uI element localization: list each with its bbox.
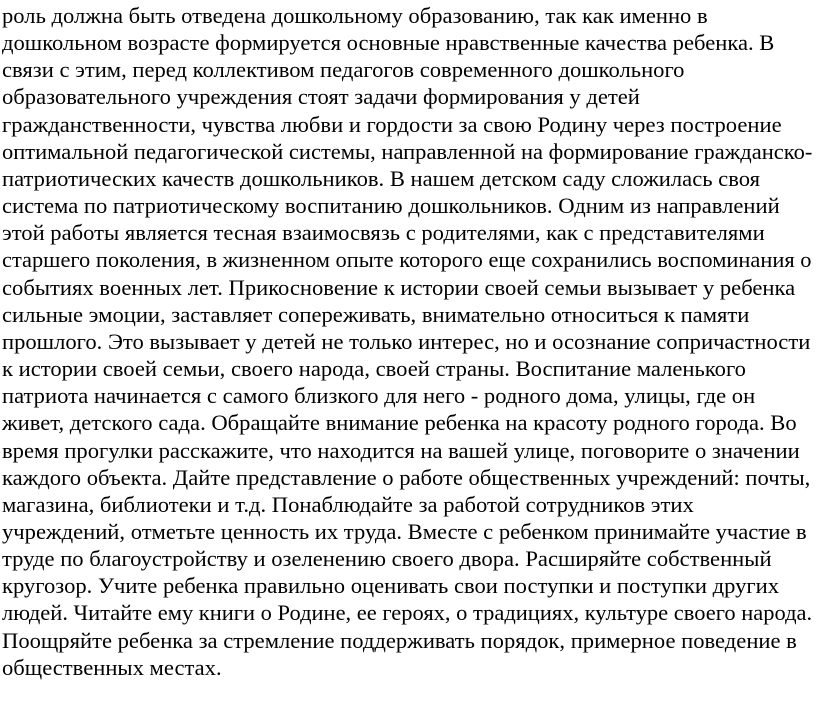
text-line: образовательного учреждения стоят задачи формирования у детей [2, 84, 640, 110]
text-line: учреждений, отметьте ценность их труда. Вместе с ребенком принимайте участие в [2, 518, 807, 544]
text-line: магазина, библиотеки и т.д. Понаблюдайте за работой сотрудников этих [2, 491, 694, 517]
text-line: оптимальной педагогической системы, направленной на формирование гражданско- [1, 138, 813, 164]
text-line: патриотических качеств дошкольников. В нашем детском саду сложилась своя [2, 165, 760, 191]
text-line: людей. Читайте ему книги о Родине, ее героях, о традициях, культуре своего народа. [1, 600, 813, 626]
text-line: событиях военных лет. Прикосновение к истории своей семьи вызывает у ребенка [2, 274, 796, 300]
text-line: гражданственности, чувства любви и гордости за свою Родину через построение [2, 111, 782, 137]
text-line: система по патриотическому воспитанию дошкольников. Одним из направлений [2, 193, 780, 219]
text-line: дошкольном возрасте формируется основные нравственные качества ребенка. В [2, 30, 775, 56]
text-line: патриота начинается с самого близкого для него - родного дома, улицы, где он [2, 383, 756, 409]
text-line: сильные эмоции, заставляет сопереживать, внимательно относиться к памяти [2, 301, 750, 327]
text-line: кругозор. Учите ребенка правильно оценивать свои поступки и поступки других [2, 573, 780, 599]
text-line: живет, детского сада. Обращайте внимание ребенка на красоту родного города. Во [2, 410, 797, 436]
text-line: старшего поколения, в жизненном опыте которого еще сохранились воспоминания о [1, 247, 812, 273]
body-text [0, 2, 816, 681]
text-line: каждого объекта. Дайте представление о работе общественных учреждений: почты, [2, 464, 811, 490]
text-line: связи с этим, перед коллективом педагогов современного дошкольного [2, 57, 685, 83]
text-line: время прогулки расскажите, что находится на вашей улице, поговорите о значении [2, 437, 800, 463]
text-line: этой работы является тесная взаимосвязь с родителями, как с представителями [2, 220, 765, 246]
text-line: Поощряйте ребенка за стремление поддерживать порядок, примерное поведение в [2, 627, 797, 653]
text-line: прошлого. Это вызывает у детей не только интерес, но и осознание сопричастности [2, 328, 811, 354]
text-line: общественных местах. [2, 654, 222, 680]
text-line: к истории своей семьи, своего народа, своей страны. Воспитание маленького [2, 356, 746, 382]
text-line: труде по благоустройству и озеленению своего двора. Расширяйте собственный [2, 546, 772, 572]
text-line: роль должна быть отведена дошкольному образованию, так как именно в [2, 3, 708, 28]
